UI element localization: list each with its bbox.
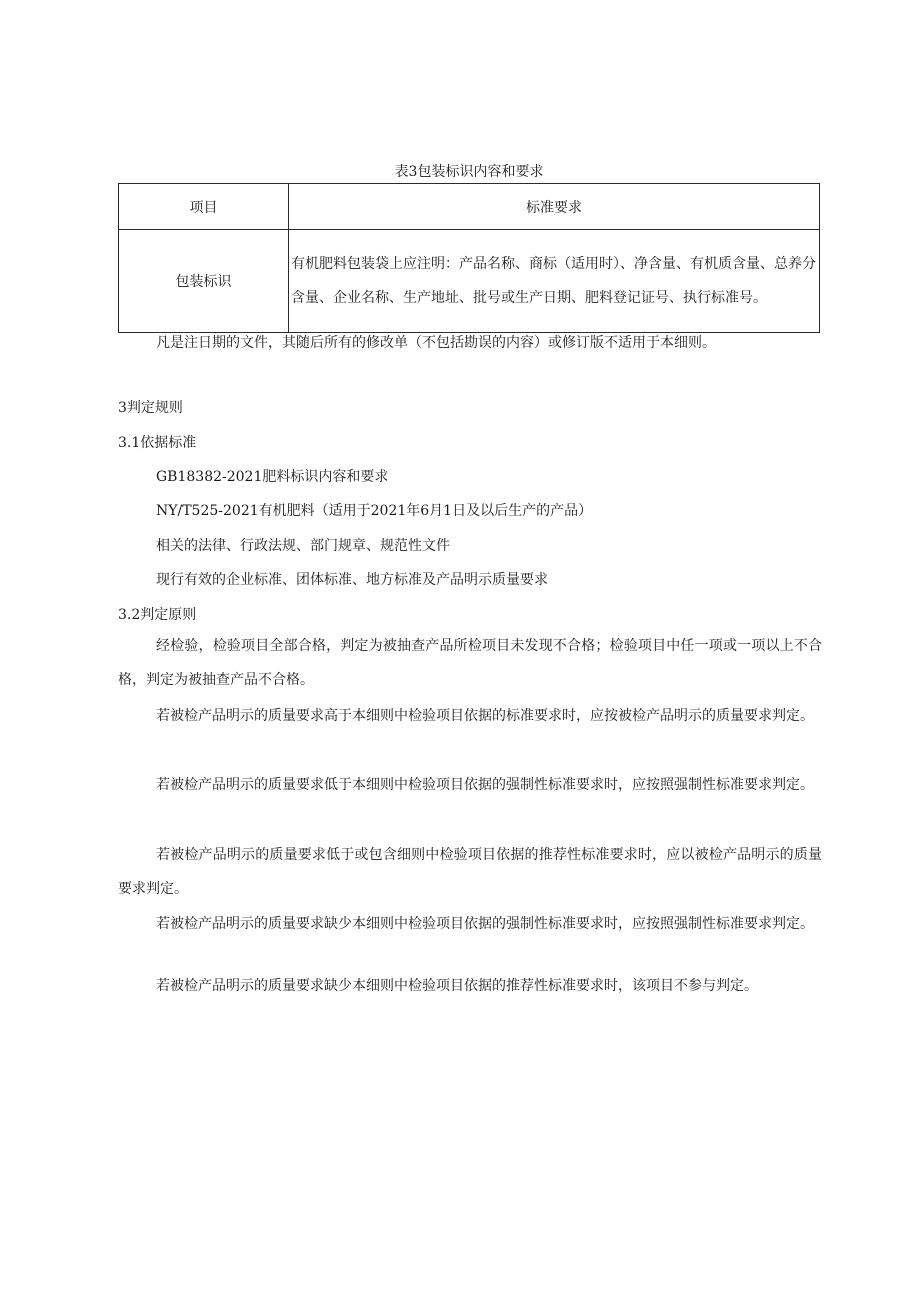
dated-reference-note: 凡是注日期的文件，其随后所有的修改单（不包括勘误的内容）或修订版不适用于本细则。 xyxy=(156,335,716,351)
standard-item: GB18382-2021肥料标识内容和要求 xyxy=(156,469,389,485)
judgment-paragraph: 若被检产品明示的质量要求缺少本细则中检验项目依据的推荐性标准要求时，该项目不参与判定。 xyxy=(156,978,758,994)
table-header-item: 项目 xyxy=(119,184,289,230)
judgment-paragraph: 若被检产品明示的质量要求缺少本细则中检验项目依据的强制性标准要求时，应按照强制性标准要求判定。 xyxy=(156,916,814,932)
standard-item: 相关的法律、行政法规、部门规章、规范性文件 xyxy=(156,538,450,554)
standard-item: NY/T525-2021有机肥料（适用于2021年6月1日及以后生产的产品） xyxy=(156,503,593,519)
section-3-2-title: 3.2判定原则 xyxy=(118,607,197,623)
judgment-paragraph: 经检验，检验项目全部合格，判定为被抽查产品所检项目未发现不合格；检验项目中任一项或一项以上不合格，判定为被抽查产品不合格。 xyxy=(118,638,822,688)
table-cell-item: 包装标识 xyxy=(119,230,289,333)
table-cell-requirement: 有机肥料包装袋上应注明：产品名称、商标（适用时）、净含量、有机质含量、总养分含量、企业名称、生产地址、批号或生产日期、肥料登记证号、执行标准号。 xyxy=(289,230,820,333)
section-3-1-title: 3.1依据标准 xyxy=(118,435,197,451)
judgment-paragraph: 若被检产品明示的质量要求低于或包含细则中检验项目依据的推荐性标准要求时，应以被检产品明示的质量要求判定。 xyxy=(118,847,822,897)
table-header-row xyxy=(119,184,820,230)
table-caption: 表3包装标识内容和要求 xyxy=(394,164,544,180)
section-3-title: 3判定规则 xyxy=(118,400,183,416)
judgment-paragraph: 若被检产品明示的质量要求高于本细则中检验项目依据的标准要求时，应按被检产品明示的质量要求判定。 xyxy=(156,708,814,724)
table-row xyxy=(119,230,820,333)
judgment-paragraph: 若被检产品明示的质量要求低于本细则中检验项目依据的强制性标准要求时，应按照强制性标准要求判定。 xyxy=(156,777,814,793)
table-header-requirement: 标准要求 xyxy=(289,184,820,230)
packaging-label-table xyxy=(118,183,820,333)
standard-item: 现行有效的企业标准、团体标准、地方标准及产品明示质量要求 xyxy=(156,572,548,588)
